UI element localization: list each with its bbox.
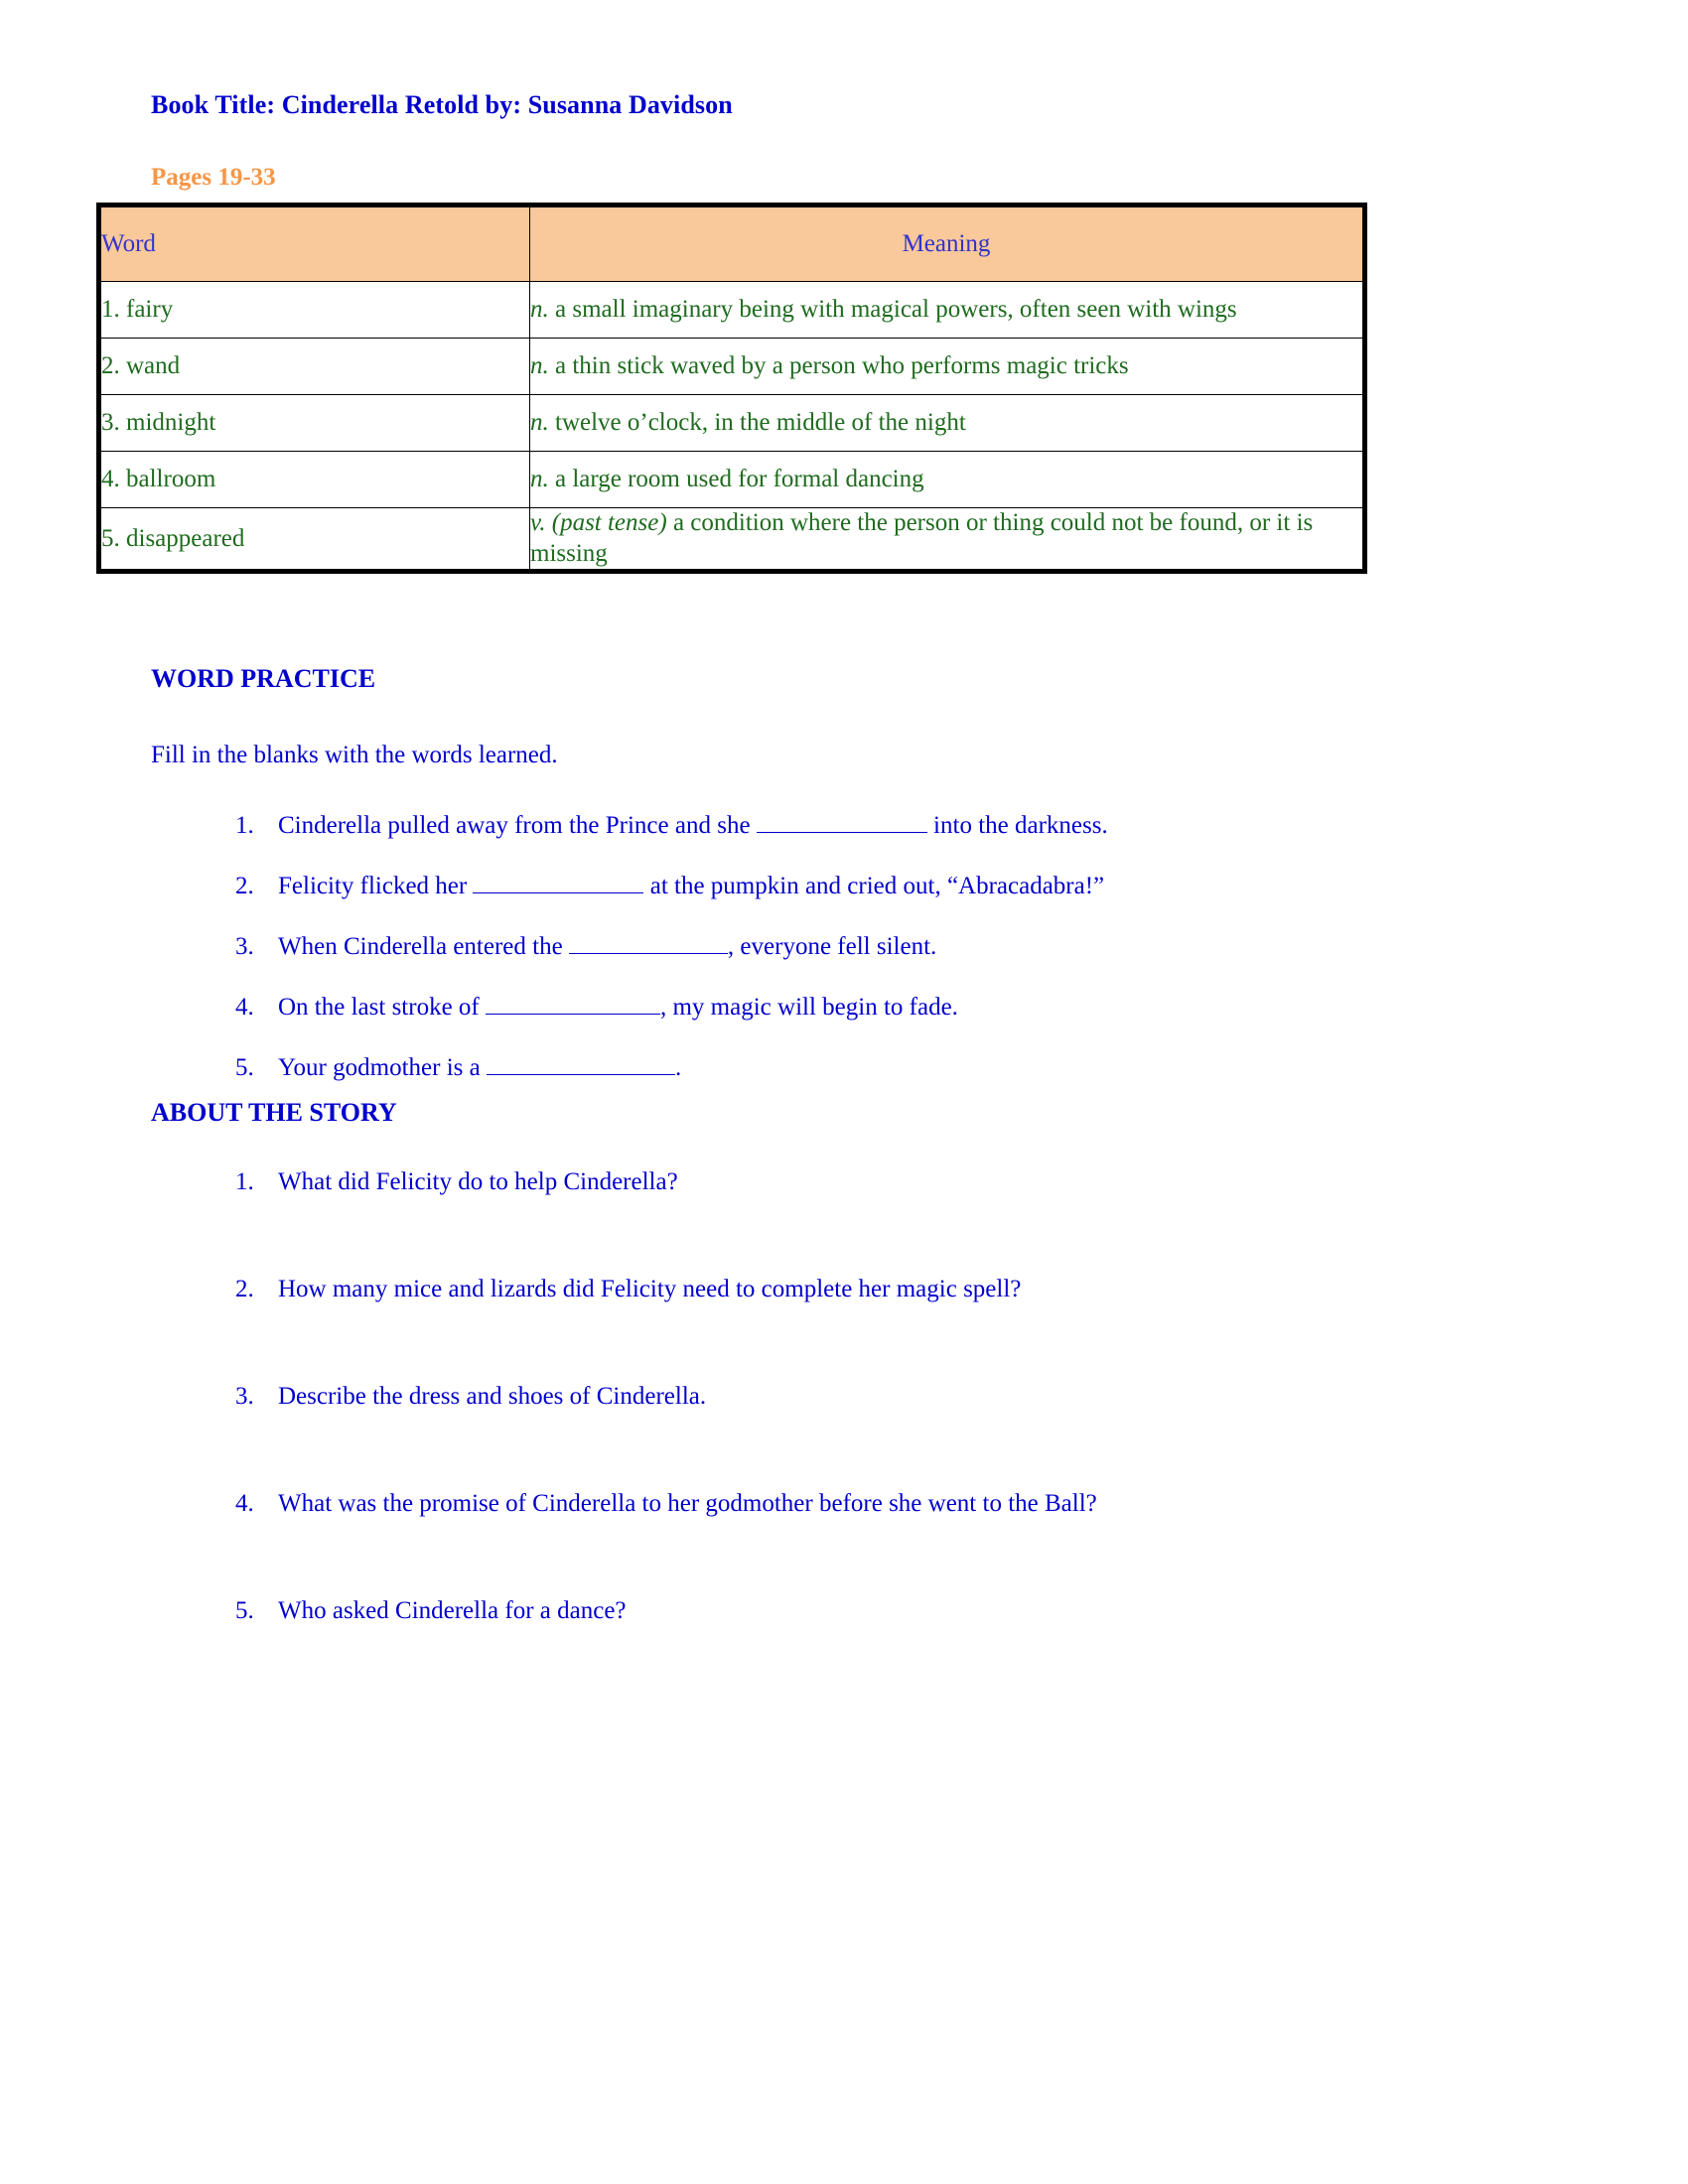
sentence-before-blank: Your godmother is a xyxy=(278,1054,487,1082)
definition-text: a large room used for formal dancing xyxy=(548,465,924,492)
list-item xyxy=(260,810,1462,841)
fill-in-blank[interactable] xyxy=(487,1052,675,1075)
vocab-meaning xyxy=(530,452,1365,508)
fill-in-blank[interactable] xyxy=(569,931,728,954)
sentence-before-blank: Cinderella pulled away from the Prince and she xyxy=(278,812,757,840)
book-title: Book Title: Cinderella Retold by: Susanna Davidson xyxy=(151,90,733,119)
sentence-before-blank: Felicity flicked her xyxy=(278,873,474,900)
column-header-meaning: Meaning xyxy=(530,205,1365,282)
part-of-speech: v. (past tense) xyxy=(530,509,667,537)
vocab-word: 3. midnight xyxy=(99,395,530,452)
page-content xyxy=(101,90,1462,1626)
list-item xyxy=(260,1052,1462,1083)
table-row xyxy=(99,452,1365,508)
list-item: 4. What was the promise of Cinderella to her godmother before she went to the Ball? xyxy=(260,1489,1462,1519)
vocabulary-table-wrapper xyxy=(96,203,1362,574)
definition-text: a small imaginary being with magical powers, often seen with wings xyxy=(548,295,1237,323)
list-item: 1. What did Felicity do to help Cinderella? xyxy=(260,1167,1462,1197)
about-the-story-heading: ABOUT THE STORY xyxy=(151,1098,397,1128)
vocab-word: 5. disappeared xyxy=(99,508,530,572)
list-item xyxy=(260,931,1462,962)
definition-text: a thin stick waved by a person who performs magic tricks xyxy=(548,351,1129,379)
part-of-speech: n. xyxy=(530,295,549,323)
list-item: 2. How many mice and lizards did Felicity need to complete her magic spell? xyxy=(260,1275,1462,1304)
definition-text: twelve o’clock, in the middle of the night xyxy=(548,408,966,436)
definition-text: a condition where the person or thing could not be found, or it is missing xyxy=(530,509,1314,567)
word-practice-instruction: Fill in the blanks with the words learned. xyxy=(151,741,558,768)
vocab-meaning xyxy=(530,282,1365,339)
part-of-speech: n. xyxy=(530,351,549,379)
list-item: 3. Describe the dress and shoes of Cinderella. xyxy=(260,1382,1462,1412)
sentence-after-blank: , everyone fell silent. xyxy=(727,933,937,961)
part-of-speech: n. xyxy=(530,465,549,492)
vocab-word: 4. ballroom xyxy=(99,452,530,508)
part-of-speech: n. xyxy=(530,408,549,436)
sentence-after-blank: . xyxy=(674,1054,682,1082)
list-item xyxy=(260,992,1462,1023)
table-row xyxy=(99,395,1365,452)
fill-in-blank[interactable] xyxy=(486,992,660,1015)
vocabulary-table-body xyxy=(99,282,1365,572)
vocab-meaning xyxy=(530,395,1365,452)
about-the-story-list xyxy=(151,1128,1462,1626)
sentence-before-blank: When Cinderella entered the xyxy=(278,933,569,961)
fill-in-blank[interactable] xyxy=(473,871,643,893)
vocabulary-table-header-row xyxy=(99,205,1365,282)
column-header-word: Word xyxy=(99,205,530,282)
fill-in-blank[interactable] xyxy=(757,810,927,833)
word-practice-list xyxy=(151,768,1462,1083)
list-item: 5. Who asked Cinderella for a dance? xyxy=(260,1596,1462,1626)
table-row xyxy=(99,339,1365,395)
sentence-before-blank: On the last stroke of xyxy=(278,994,486,1022)
vocab-meaning xyxy=(530,339,1365,395)
word-practice-heading: WORD PRACTICE xyxy=(151,664,376,694)
sentence-after-blank: into the darkness. xyxy=(926,812,1108,840)
table-row xyxy=(99,508,1365,572)
vocabulary-table xyxy=(96,203,1367,574)
vocab-word: 1. fairy xyxy=(99,282,530,339)
vocab-word: 2. wand xyxy=(99,339,530,395)
vocab-meaning xyxy=(530,508,1365,572)
list-item xyxy=(260,871,1462,901)
pages-range-label: Pages 19-33 xyxy=(151,163,276,191)
table-row xyxy=(99,282,1365,339)
sentence-after-blank: at the pumpkin and cried out, “Abracadabra!” xyxy=(643,873,1105,900)
sentence-after-blank: , my magic will begin to fade. xyxy=(659,994,958,1022)
